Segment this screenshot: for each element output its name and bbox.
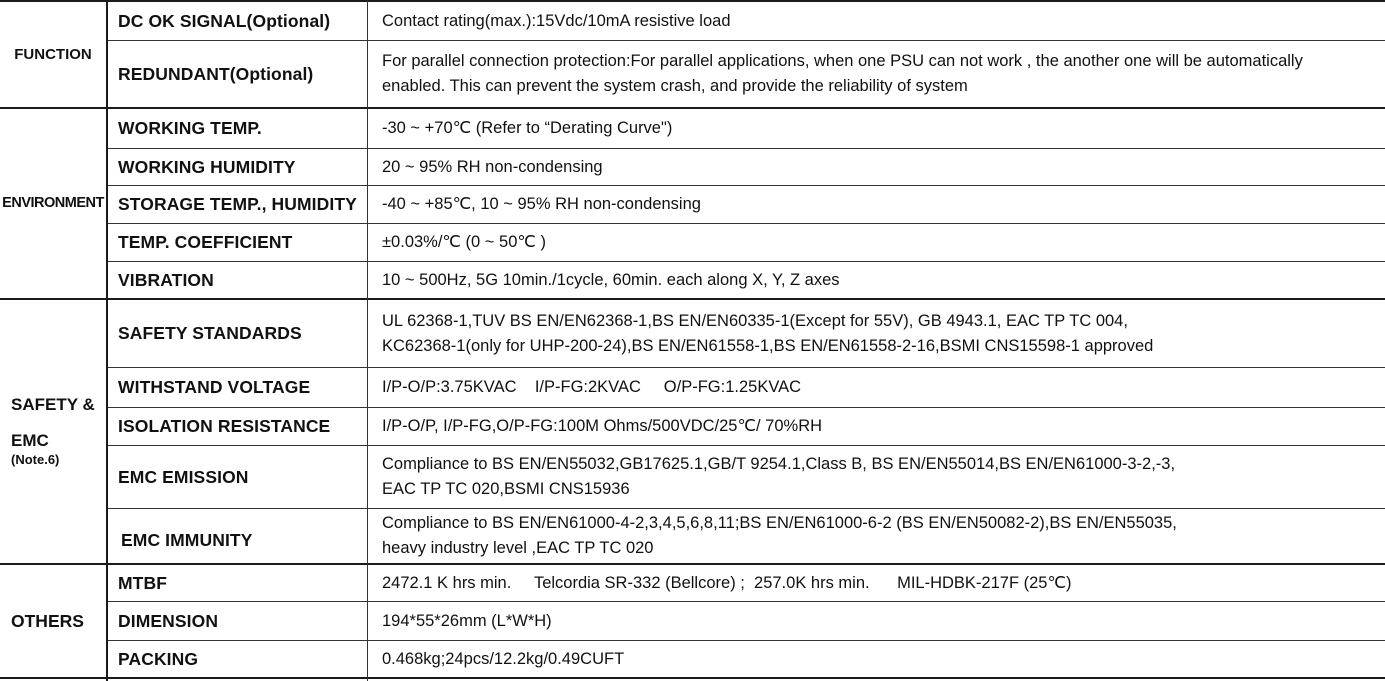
value-isolation-resistance: I/P-O/P, I/P-FG,O/P-FG:100M Ohms/500VDC/25℃/ 70%RH — [382, 417, 823, 435]
item-working-humidity: WORKING HUMIDITY — [118, 156, 296, 177]
value-temp-coefficient: ±0.03%/℃ (0 ~ 50℃ ) — [382, 233, 546, 251]
value-emc-immunity: Compliance to BS EN/EN61000-4-2,3,4,5,6,8,11;BS EN/EN61000-6-2 (BS EN/EN50082-2),BS EN/EN55035, heavy industry level ,EAC TP TC 020 — [382, 514, 1177, 557]
item-packing: PACKING — [118, 648, 199, 669]
column-divider — [367, 0, 368, 681]
item-safety-standards: SAFETY STANDARDS — [118, 323, 302, 343]
section-label-safety-note: (Note.6) — [11, 451, 60, 467]
item-storage-temp-humidity: STORAGE TEMP., HUMIDITY — [118, 194, 357, 214]
section-label-function: FUNCTION — [14, 45, 92, 63]
value-vibration: 10 ~ 500Hz, 5G 10min./1cycle, 60min. each along X, Y, Z axes — [382, 270, 840, 289]
item-temp-coefficient: TEMP. COEFFICIENT — [118, 232, 293, 252]
item-emc-immunity: EMC IMMUNITY — [121, 529, 253, 550]
section-label-safety-emc — [0, 300, 117, 563]
item-emc-emission: EMC EMISSION — [118, 466, 249, 487]
item-dc-ok-signal: DC OK SIGNAL(Optional) — [118, 10, 331, 31]
item-mtbf: MTBF — [118, 572, 167, 593]
section-label-environment: ENVIRONMENT — [2, 195, 104, 212]
value-working-temp: -30 ~ +70℃ (Refer to “Derating Curve") — [382, 119, 673, 137]
value-dc-ok-signal: Contact rating(max.):15Vdc/10mA resistive load — [382, 11, 731, 30]
section-label-others: OTHERS — [11, 610, 84, 631]
section-label-safety-line1: SAFETY & — [11, 395, 95, 415]
value-withstand-voltage: I/P-O/P:3.75KVAC I/P-FG:2KVAC O/P-FG:1.25KVAC — [382, 378, 802, 396]
value-packing: 0.468kg;24pcs/12.2kg/0.49CUFT — [382, 649, 625, 668]
value-storage-temp-humidity: -40 ~ +85℃, 10 ~ 95% RH non-condensing — [382, 195, 701, 213]
item-isolation-resistance: ISOLATION RESISTANCE — [118, 416, 331, 436]
table-border-bottom — [0, 677, 1385, 679]
value-dimension: 194*55*26mm (L*W*H) — [382, 611, 552, 630]
section-label-safety-line2: EMC — [11, 431, 49, 451]
item-dimension: DIMENSION — [118, 610, 219, 631]
value-mtbf: 2472.1 K hrs min. Telcordia SR-332 (Bellcore) ; 257.0K hrs min. MIL-HDBK-217F (25℃) — [382, 573, 1072, 592]
value-working-humidity: 20 ~ 95% RH non-condensing — [382, 157, 603, 176]
value-safety-standards: UL 62368-1,TUV BS EN/EN62368-1,BS EN/EN60335-1(Except for 55V), GB 4943.1, EAC TP TC 004, KC62368-1(only for UHP-200-24),BS EN/EN61558-1,BS EN/EN61558-2-16,BSMI CNS15598-1 approved — [382, 311, 1154, 355]
item-working-temp: WORKING TEMP. — [118, 118, 262, 138]
value-redundant: For parallel connection protection:For parallel applications, when one PSU can not work , the another one will be automatically enabled. This can prevent the system crash, and provide the reliability of system — [382, 52, 1303, 95]
item-vibration: VIBRATION — [118, 269, 214, 290]
item-redundant: REDUNDANT(Optional) — [118, 63, 314, 84]
value-emc-emission: Compliance to BS EN/EN55032,GB17625.1,GB/T 9254.1,Class B, BS EN/EN55014,BS EN/EN61000-3-2,-3, EAC TP TC 020,BSMI CNS15936 — [382, 455, 1176, 498]
item-withstand-voltage: WITHSTAND VOLTAGE — [118, 377, 311, 397]
